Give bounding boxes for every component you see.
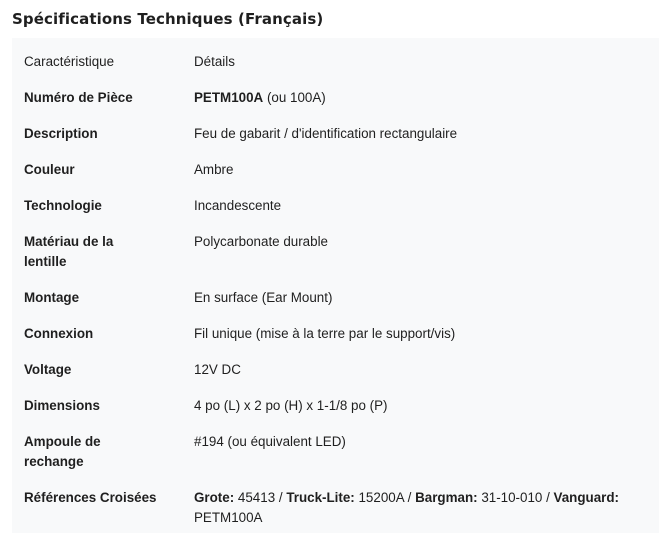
ref-brand: Truck-Lite: xyxy=(286,490,355,505)
ref-number: 15200A / xyxy=(354,490,416,505)
header-details: Détails xyxy=(194,54,235,69)
table-row xyxy=(12,152,659,188)
row-label: Description xyxy=(24,126,98,141)
table-row xyxy=(12,80,659,116)
row-label: Références Croisées xyxy=(24,490,157,505)
row-value: Fil unique (mise à la terre par le support/vis) xyxy=(194,326,456,341)
table-row xyxy=(12,224,659,280)
part-number-alt: (ou 100A) xyxy=(263,90,326,105)
row-value: Ambre xyxy=(194,162,234,177)
row-label: Montage xyxy=(24,290,80,305)
part-number: PETM100A xyxy=(194,90,264,105)
row-label: Voltage xyxy=(24,362,72,377)
ref-brand: Bargman: xyxy=(415,490,478,505)
row-label: Ampoule de rechange xyxy=(24,434,101,469)
ref-number: PETM100A xyxy=(194,510,263,525)
row-value: #194 (ou équivalent LED) xyxy=(194,434,346,449)
row-label: Technologie xyxy=(24,198,102,213)
ref-brand: Vanguard: xyxy=(553,490,620,505)
row-label: Matériau de la lentille xyxy=(24,234,114,269)
ref-brand: Grote: xyxy=(194,490,235,505)
table-row xyxy=(12,424,659,480)
row-value: 4 po (L) x 2 po (H) x 1-1/8 po (P) xyxy=(194,398,388,413)
cross-references xyxy=(194,488,659,528)
table-row xyxy=(12,280,659,316)
row-value: Polycarbonate durable xyxy=(194,234,328,249)
table-header-row xyxy=(12,44,659,80)
ref-number: 45413 / xyxy=(234,490,287,505)
table-row xyxy=(12,388,659,424)
row-value: Incandescente xyxy=(194,198,282,213)
section-title: Spécifications Techniques (Français) xyxy=(12,10,324,28)
row-label: Numéro de Pièce xyxy=(24,90,133,105)
row-value xyxy=(194,88,659,108)
row-label: Connexion xyxy=(24,326,94,341)
row-label: Dimensions xyxy=(24,398,100,413)
row-value: En surface (Ear Mount) xyxy=(194,290,333,305)
ref-number: 31-10-010 / xyxy=(477,490,554,505)
spec-table xyxy=(12,38,659,533)
table-row xyxy=(12,480,659,533)
table-row xyxy=(12,116,659,152)
table-row xyxy=(12,316,659,352)
row-value: 12V DC xyxy=(194,362,241,377)
row-value: Feu de gabarit / d'identification rectangulaire xyxy=(194,126,458,141)
row-label: Couleur xyxy=(24,162,75,177)
table-row xyxy=(12,352,659,388)
table-row xyxy=(12,188,659,224)
header-characteristic: Caractéristique xyxy=(24,54,115,69)
